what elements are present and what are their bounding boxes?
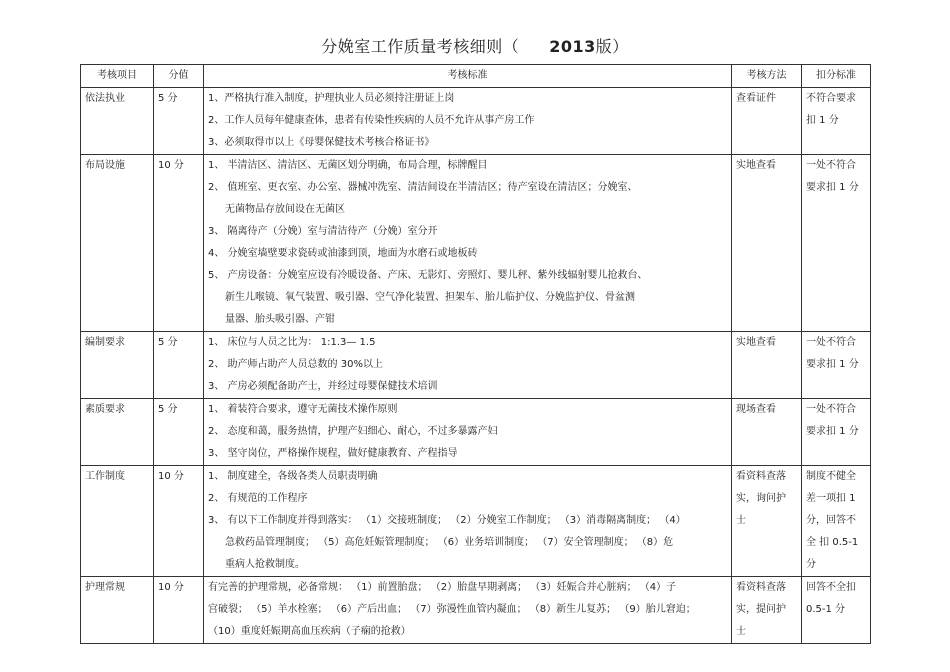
header-item: 考核项目 (81, 65, 154, 88)
method-cell (732, 155, 802, 332)
deduct-line: 分，回答不 (806, 515, 856, 526)
method-cell (732, 332, 802, 399)
table-row (81, 332, 871, 399)
criteria-line: 1、严格执行准入制度，护理执业人员必须持注册证上岗 (208, 93, 455, 104)
item-cell: 工作制度 (81, 466, 154, 577)
method-cell (732, 466, 802, 577)
table-row (81, 577, 871, 644)
criteria-line: 无菌物品存放间设在无菌区 (225, 204, 345, 215)
deduct-line: 分 (806, 559, 816, 570)
method-line: 查看证件 (736, 93, 776, 104)
method-line: 士 (736, 515, 746, 526)
table-row (81, 155, 871, 332)
deduct-line: 回答不全扣 (806, 582, 856, 593)
criteria-line: 2、 态度和蔼，服务热情，护理产妇细心、耐心，不过多暴露产妇 (208, 426, 498, 437)
deduct-line: 扣 1 分 (806, 115, 839, 126)
deduct-line: 全 扣 0.5-1 (806, 537, 859, 548)
criteria-line: 量器、胎头吸引器、产钳 (225, 314, 335, 325)
score-cell: 10 分 (154, 577, 204, 644)
criteria-line: 3、 坚守岗位，严格操作规程，做好健康教育、产程指导 (208, 448, 458, 459)
header-score: 分值 (154, 65, 204, 88)
method-cell (732, 577, 802, 644)
title-suffix: 版） (595, 37, 629, 56)
table-row (81, 88, 871, 155)
criteria-line: 1、 着装符合要求，遵守无菌技术操作原则 (208, 404, 398, 415)
method-line: 看资料查落 (736, 582, 786, 593)
criteria-line: 4、 分娩室墙壁要求瓷砖或油漆到顶，地面为水磨石或地板砖 (208, 248, 478, 259)
title-main: 分娩室工作质量考核细则（ (321, 37, 520, 56)
criteria-line: 1、 制度建全，各级各类人员职责明确 (208, 471, 378, 482)
score-cell: 5 分 (154, 399, 204, 466)
criteria-line: 2、 有规范的工作程序 (208, 493, 308, 504)
item-cell: 编制要求 (81, 332, 154, 399)
deduct-cell (802, 466, 871, 577)
table-row (81, 399, 871, 466)
method-line: 看资料查落 (736, 471, 786, 482)
deduct-cell (802, 399, 871, 466)
criteria-line: 1、 半清洁区、清洁区、无菌区划分明确，布局合理，标牌醒目 (208, 160, 488, 171)
title-year: 2013 (549, 37, 596, 56)
header-deduct: 扣分标准 (802, 65, 871, 88)
method-line: 实，提问护 (736, 604, 786, 615)
item-cell: 护理常规 (81, 577, 154, 644)
criteria-cell (204, 88, 732, 155)
score-cell: 10 分 (154, 155, 204, 332)
deduct-line: 一处不符合 (806, 404, 856, 415)
header-criteria: 考核标准 (204, 65, 732, 88)
criteria-line: 2、工作人员每年健康查体，患者有传染性疾病的人员不允许从事产房工作 (208, 115, 535, 126)
criteria-line: 3、 产房必须配备助产士，并经过母婴保健技术培训 (208, 381, 438, 392)
deduct-line: 不符合要求 (806, 93, 856, 104)
criteria-line: 重病人抢救制度。 (225, 559, 305, 570)
score-cell: 10 分 (154, 466, 204, 577)
table-body (81, 88, 871, 644)
deduct-line: 要求扣 1 分 (806, 426, 859, 437)
criteria-cell (204, 332, 732, 399)
criteria-line: 3、 隔离待产（分娩）室与清洁待产（分娩）室分开 (208, 226, 438, 237)
item-cell: 布局设施 (81, 155, 154, 332)
method-line: 实，询问护 (736, 493, 786, 504)
criteria-line: 有完善的护理常规，必备常规： （1）前置胎盘； （2）胎盘早期剥离； （3）妊娠合并心脏病； （4）子 (208, 582, 677, 593)
criteria-line: 1、 床位与人员之比为： 1:1.3— 1.5 (208, 337, 376, 348)
deduct-line: 0.5-1 分 (806, 604, 846, 615)
criteria-line: 宫破裂； （5）羊水栓塞； （6）产后出血； （7）弥漫性血管内凝血； （8）新生儿复苏； （9）胎儿窘迫； (208, 604, 696, 615)
score-cell: 5 分 (154, 88, 204, 155)
table-header-row (81, 65, 871, 88)
criteria-cell (204, 399, 732, 466)
method-line: 实地查看 (736, 337, 776, 348)
method-line: 实地查看 (736, 160, 776, 171)
deduct-cell (802, 155, 871, 332)
criteria-line: （10）重度妊娠期高血压疾病（子痫的抢救） (208, 626, 411, 637)
deduct-line: 一处不符合 (806, 337, 856, 348)
criteria-cell (204, 466, 732, 577)
assessment-table (80, 64, 871, 644)
criteria-line: 2、 助产师占助产人员总数的 30%以上 (208, 359, 383, 370)
criteria-line: 5、 产房设备：分娩室应设有冷暖设备、产床、无影灯、旁照灯、婴儿秤、紫外线辐射婴儿抢救台、 (208, 270, 648, 281)
deduct-cell (802, 577, 871, 644)
item-cell: 依法执业 (81, 88, 154, 155)
deduct-cell (802, 332, 871, 399)
deduct-line: 差一项扣 1 (806, 493, 856, 504)
item-cell: 素质要求 (81, 399, 154, 466)
criteria-line: 急救药品管理制度； （5）高危妊娠管理制度； （6）业务培训制度； （7）安全管理制度； （8）危 (225, 537, 674, 548)
deduct-line: 一处不符合 (806, 160, 856, 171)
criteria-line: 新生儿喉镜、氧气装置、吸引器、空气净化装置、担架车、胎儿临护仪、分娩监护仪、骨盆测 (225, 292, 635, 303)
table-row (81, 466, 871, 577)
page-title (0, 34, 950, 57)
deduct-cell (802, 88, 871, 155)
header-method: 考核方法 (732, 65, 802, 88)
deduct-line: 制度不健全 (806, 471, 856, 482)
deduct-line: 要求扣 1 分 (806, 182, 859, 193)
criteria-line: 2、 值班室、更衣室、办公室、器械冲洗室、清洁间设在半清洁区；待产室设在清洁区；分娩室、 (208, 182, 638, 193)
method-line: 现场查看 (736, 404, 776, 415)
method-line: 士 (736, 626, 746, 637)
criteria-cell (204, 577, 732, 644)
criteria-line: 3、必须取得市以上《母婴保健技术考核合格证书》 (208, 137, 435, 148)
criteria-cell (204, 155, 732, 332)
method-cell (732, 88, 802, 155)
score-cell: 5 分 (154, 332, 204, 399)
criteria-line: 3、 有以下工作制度并得到落实： （1）交接班制度； （2）分娩室工作制度； （3）消毒隔离制度； （4） (208, 515, 686, 526)
method-cell (732, 399, 802, 466)
deduct-line: 要求扣 1 分 (806, 359, 859, 370)
